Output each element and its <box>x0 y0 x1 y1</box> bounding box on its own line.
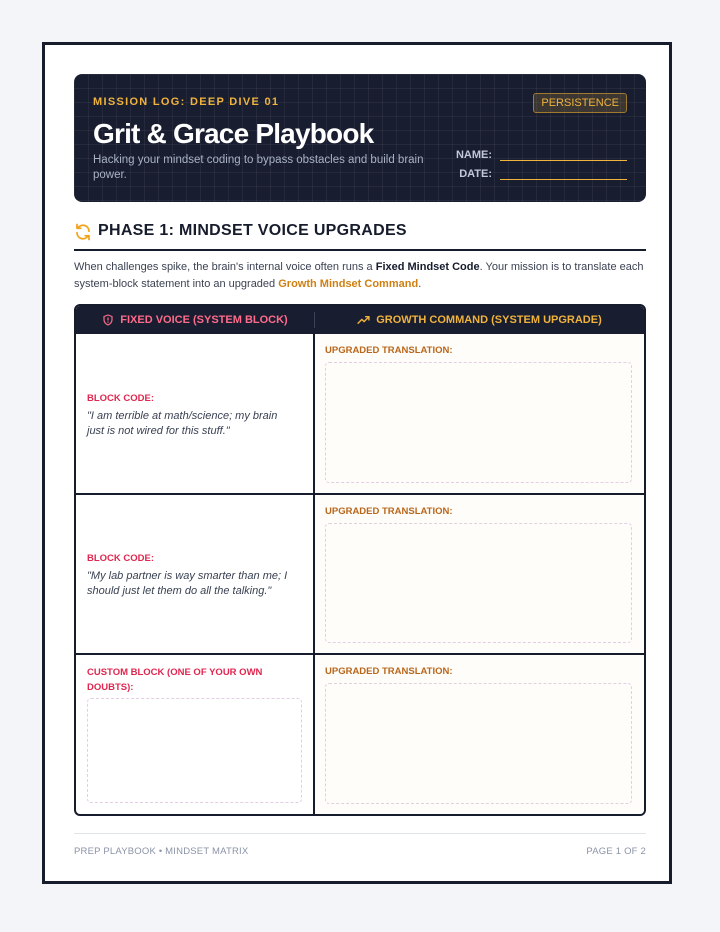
date-line[interactable] <box>500 170 627 180</box>
custom-block-cell <box>76 655 315 814</box>
footer-left-text: PREP PLAYBOOK • MINDSET MATRIX <box>74 846 249 857</box>
fixed-voice-header <box>76 306 314 334</box>
translation-answer-box[interactable] <box>325 523 632 643</box>
growth-mindset-term: Growth Mindset Command <box>278 278 419 290</box>
intro-text-1: When challenges spike, the brain's internal voice often runs a <box>74 261 376 273</box>
growth-command-cell <box>315 334 644 493</box>
block-code-label: BLOCK CODE: <box>87 553 155 564</box>
date-label: DATE: <box>459 168 492 180</box>
trending-up-icon <box>357 314 370 327</box>
growth-command-cell <box>315 495 644 653</box>
page-subtitle: Hacking your mindset coding to bypass obstacles and build brain power. <box>93 154 424 181</box>
name-field[interactable] <box>448 149 627 161</box>
table-row <box>76 655 644 814</box>
page-number: PAGE 1 OF 2 <box>586 846 646 857</box>
block-quote: "My lab partner is way smarter than me; I should just let them do all the talking." <box>87 570 288 597</box>
page-title: Grit & Grace Playbook <box>93 118 374 149</box>
mindset-table <box>74 304 646 816</box>
block-quote: "I am terrible at math/science; my brain just is not wired for this stuff." <box>87 410 278 437</box>
intro-text-2: . Your mission is to translate each system-block statement into an upgraded <box>74 261 644 290</box>
translation-answer-box[interactable] <box>325 683 632 804</box>
growth-command-header-label: GROWTH COMMAND (SYSTEM UPGRADE) <box>376 314 602 326</box>
name-label: NAME: <box>455 149 492 161</box>
translation-answer-box[interactable] <box>325 362 632 483</box>
mission-eyebrow: MISSION LOG: DEEP DIVE 01 <box>93 96 280 108</box>
table-header <box>76 306 644 334</box>
mission-header <box>74 74 646 202</box>
phase-heading <box>74 191 646 251</box>
fixed-voice-header-label: FIXED VOICE (SYSTEM BLOCK) <box>120 314 288 326</box>
block-code-label: BLOCK CODE: <box>87 393 155 404</box>
upgraded-translation-label: UPGRADED TRANSLATION: <box>325 506 453 517</box>
upgraded-translation-label: UPGRADED TRANSLATION: <box>325 666 453 677</box>
intro-text-3: . <box>418 278 422 290</box>
custom-block-label: CUSTOM BLOCK (ONE OF YOUR OWN DOUBTS): <box>87 667 263 693</box>
date-field[interactable] <box>448 168 627 180</box>
refresh-icon <box>74 223 92 241</box>
growth-command-cell <box>315 655 644 814</box>
page-footer <box>74 833 646 857</box>
name-line[interactable] <box>500 151 627 161</box>
fixed-voice-cell <box>76 495 315 653</box>
worksheet-page <box>42 42 672 884</box>
fixed-voice-cell <box>76 334 315 493</box>
fixed-mindset-term: Fixed Mindset Code <box>375 261 480 273</box>
table-row <box>76 495 644 655</box>
custom-block-answer-box[interactable] <box>87 698 302 803</box>
persistence-badge: PERSISTENCE <box>533 93 627 113</box>
phase-title: PHASE 1: MINDSET VOICE UPGRADES <box>98 222 407 239</box>
upgraded-translation-label: UPGRADED TRANSLATION: <box>325 345 453 356</box>
table-row <box>76 334 644 495</box>
growth-command-header <box>315 306 644 334</box>
intro-paragraph <box>74 259 646 293</box>
shield-alert-icon <box>102 314 114 326</box>
